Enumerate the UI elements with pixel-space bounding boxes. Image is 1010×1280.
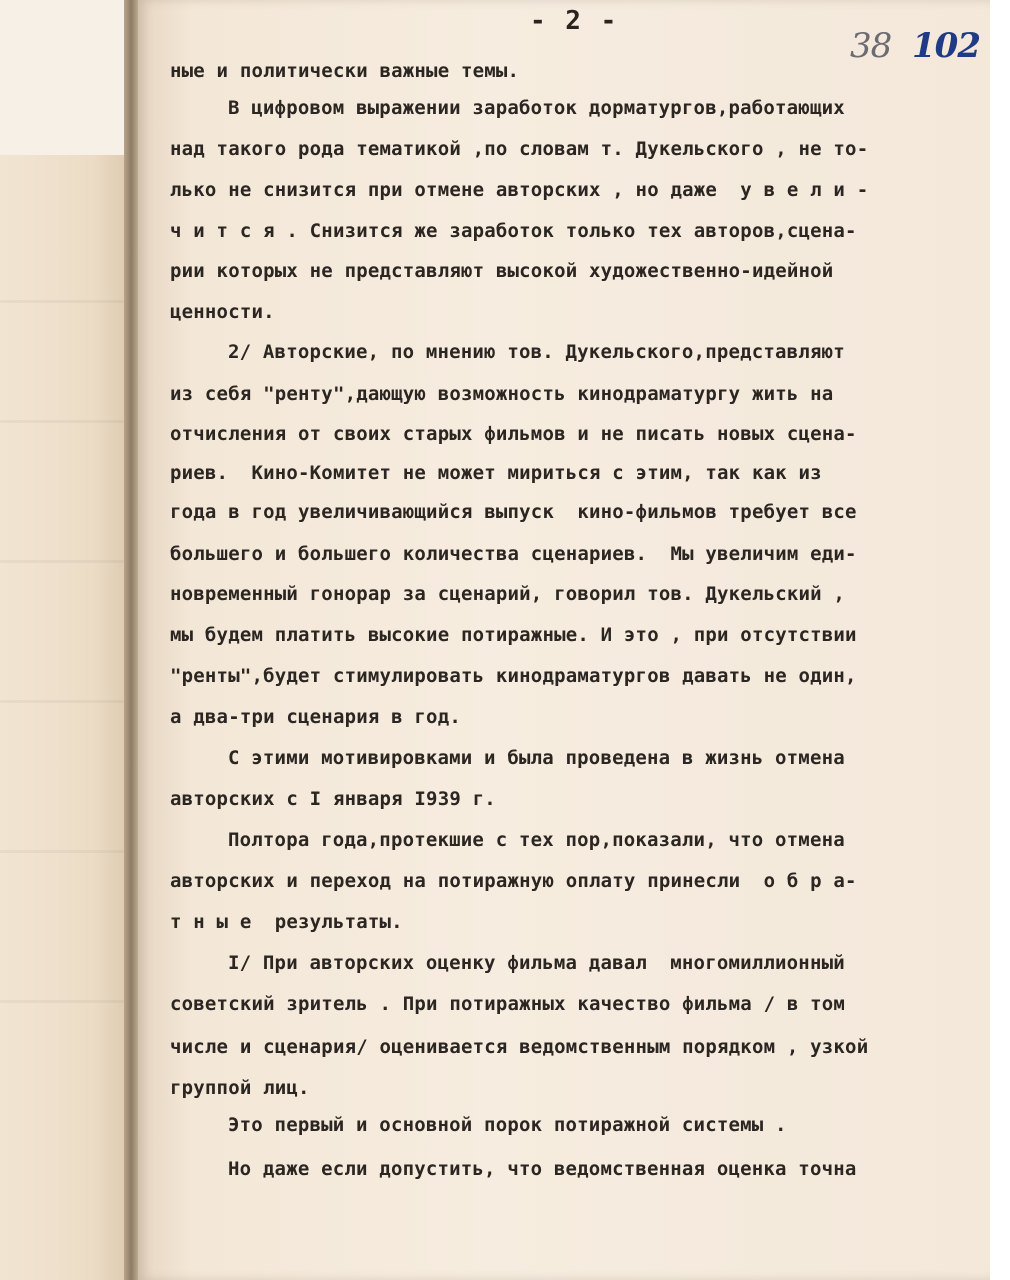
text-line: отчисления от своих старых фильмов и не писать новых сцена- xyxy=(170,423,857,445)
text-line: "ренты",будет стимулировать кинодраматургов давать не один, xyxy=(170,665,857,687)
text-line: ч и т с я . Снизится же заработок только тех авторов,сцена- xyxy=(170,220,857,242)
text-line: С этими мотивировками и была проведена в жизнь отмена xyxy=(228,747,845,769)
text-line: В цифровом выражении заработок дорматургов,работающих xyxy=(228,97,845,119)
text-line: группой лиц. xyxy=(170,1077,310,1099)
bleed-through-line xyxy=(0,1000,132,1003)
text-line: авторских и переход на потиражную оплату принесли о б р а- xyxy=(170,870,857,892)
bleed-through-line xyxy=(0,560,132,563)
text-line: 2/ Авторские, по мнению тов. Дукельского,представляют xyxy=(228,341,845,363)
page-number: - 2 - xyxy=(530,6,619,36)
text-line: Это первый и основной порок потиражной системы . xyxy=(228,1114,787,1136)
text-line: Полтора года,протекшие с тех пор,показали, что отмена xyxy=(228,829,845,851)
bleed-through-line xyxy=(0,300,132,303)
underlying-page xyxy=(0,0,132,1280)
page-edge xyxy=(990,0,1010,1280)
text-line: числе и сценария/ оценивается ведомственным порядком , узкой xyxy=(170,1036,869,1058)
text-line: лько не снизится при отмене авторских , но даже у в е л и - xyxy=(170,179,869,201)
text-line: риев. Кино-Комитет не может мириться с этим, так как из xyxy=(170,462,822,484)
underlying-page-top-strip xyxy=(0,0,132,155)
text-line: из себя "ренту",дающую возможность кинодраматургу жить на xyxy=(170,383,834,405)
archive-folio-new: 102 xyxy=(912,26,980,66)
text-line: большего и большего количества сценариев. Мы увеличим еди- xyxy=(170,543,857,565)
text-line: мы будем платить высокие потиражные. И это , при отсутствии xyxy=(170,624,857,646)
text-line: новременный гонорар за сценарий, говорил тов. Дукельский , xyxy=(170,583,846,605)
text-line: ценности. xyxy=(170,301,275,323)
text-line: рии которых не представляют высокой художественно-идейной xyxy=(170,260,834,282)
text-line: Но даже если допустить, что ведомственная оценка точна xyxy=(228,1158,857,1180)
text-line: года в год увеличивающийся выпуск кино-фильмов требует все xyxy=(170,501,857,523)
text-line: над такого рода тематикой ,по словам т. Дукельского , не то- xyxy=(170,138,869,160)
text-line: а два-три сценария в год. xyxy=(170,706,461,728)
text-line: советский зритель . При потиражных качество фильма / в том xyxy=(170,993,846,1015)
text-line: ные и политически важные темы. xyxy=(170,60,520,82)
bleed-through-line xyxy=(0,850,132,853)
bleed-through-line xyxy=(0,700,132,703)
text-line: I/ При авторских оценку фильма давал многомиллионный xyxy=(228,952,845,974)
text-line: т н ы е результаты. xyxy=(170,911,403,933)
archive-folio-old: 38 xyxy=(850,26,892,66)
text-line: авторских с I января I939 г. xyxy=(170,788,496,810)
bleed-through-line xyxy=(0,420,132,423)
